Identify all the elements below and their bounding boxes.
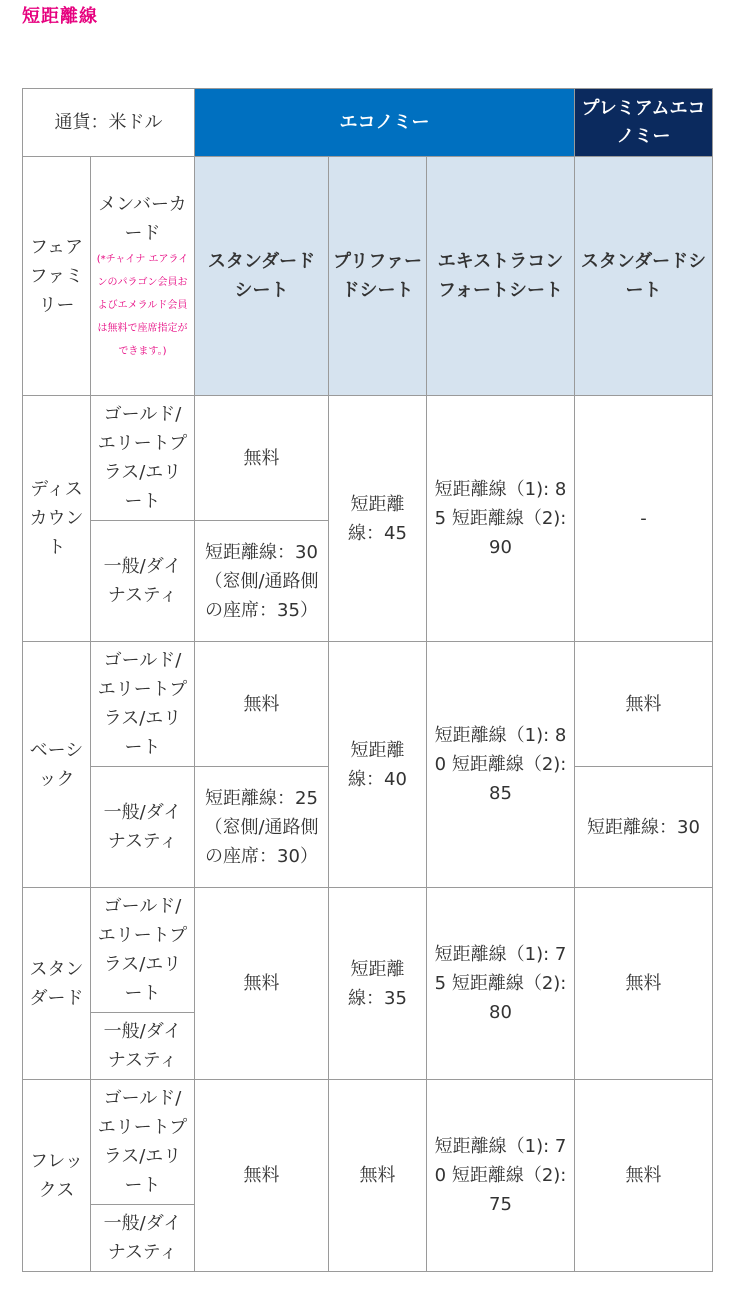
fare-family-discount: ディスカウント [23, 396, 91, 642]
fare-family-basic: ベーシック [23, 642, 91, 888]
member-gold: ゴールド/エリートプラス/エリート [91, 396, 195, 521]
subheader-row [23, 157, 713, 396]
member-card-text: メンバーカード [98, 193, 187, 244]
header-row [23, 89, 713, 157]
table-row [23, 888, 713, 1013]
cell-value: 無料 [575, 642, 713, 767]
cell-value: 短距離線：30（窓側/通路側の座席：35） [195, 521, 329, 642]
cell-value: 無料 [575, 888, 713, 1080]
table-row [23, 1080, 713, 1205]
currency-label: 通貨：米ドル [23, 89, 195, 157]
cell-value: 短距離線：45 [329, 396, 427, 642]
member-general: 一般/ダイナスティ [91, 1205, 195, 1272]
cell-value: 無料 [195, 1080, 329, 1272]
cell-value: 短距離線（1): 70 短距離線（2): 75 [427, 1080, 575, 1272]
cell-value: 短距離線：25（窓側/通路側の座席：30） [195, 767, 329, 888]
member-card-label [91, 157, 195, 396]
premium-standard-seat-header: スタンダードシート [575, 157, 713, 396]
fare-family-label: フェアファミリー [23, 157, 91, 396]
cell-value: 短距離線（1): 85 短距離線（2): 90 [427, 396, 575, 642]
cell-value: 短距離線（1): 75 短距離線（2): 80 [427, 888, 575, 1080]
member-gold: ゴールド/エリートプラス/エリート [91, 888, 195, 1013]
section-title: 短距離線 [22, 6, 98, 27]
cell-value: 無料 [575, 1080, 713, 1272]
member-general: 一般/ダイナスティ [91, 1013, 195, 1080]
table-row [23, 642, 713, 767]
member-general: 一般/ダイナスティ [91, 767, 195, 888]
member-gold: ゴールド/エリートプラス/エリート [91, 1080, 195, 1205]
member-gold: ゴールド/エリートプラス/エリート [91, 642, 195, 767]
economy-header: エコノミー [195, 89, 575, 157]
cell-value: 無料 [195, 888, 329, 1080]
economy-standard-seat-header: スタンダードシート [195, 157, 329, 396]
member-general: 一般/ダイナスティ [91, 521, 195, 642]
economy-extra-comfort-header: エキストラコンフォートシート [427, 157, 575, 396]
cell-value: 無料 [329, 1080, 427, 1272]
table-row [23, 396, 713, 521]
fare-family-standard: スタンダード [23, 888, 91, 1080]
member-card-note: (*チャイナ エアラインのパラゴン会員およびエメラルド会員は無料で座席指定ができます。) [96, 253, 189, 357]
fare-family-flex: フレックス [23, 1080, 91, 1272]
cell-value: 短距離線：35 [329, 888, 427, 1080]
cell-value: - [575, 396, 713, 642]
cell-value: 無料 [195, 642, 329, 767]
seat-fee-table [22, 88, 713, 1272]
cell-value: 短距離線：30 [575, 767, 713, 888]
economy-preferred-seat-header: プリファードシート [329, 157, 427, 396]
premium-economy-header: プレミアムエコノミー [575, 89, 713, 157]
cell-value: 無料 [195, 396, 329, 521]
cell-value: 短距離線：40 [329, 642, 427, 888]
cell-value: 短距離線（1): 80 短距離線（2): 85 [427, 642, 575, 888]
